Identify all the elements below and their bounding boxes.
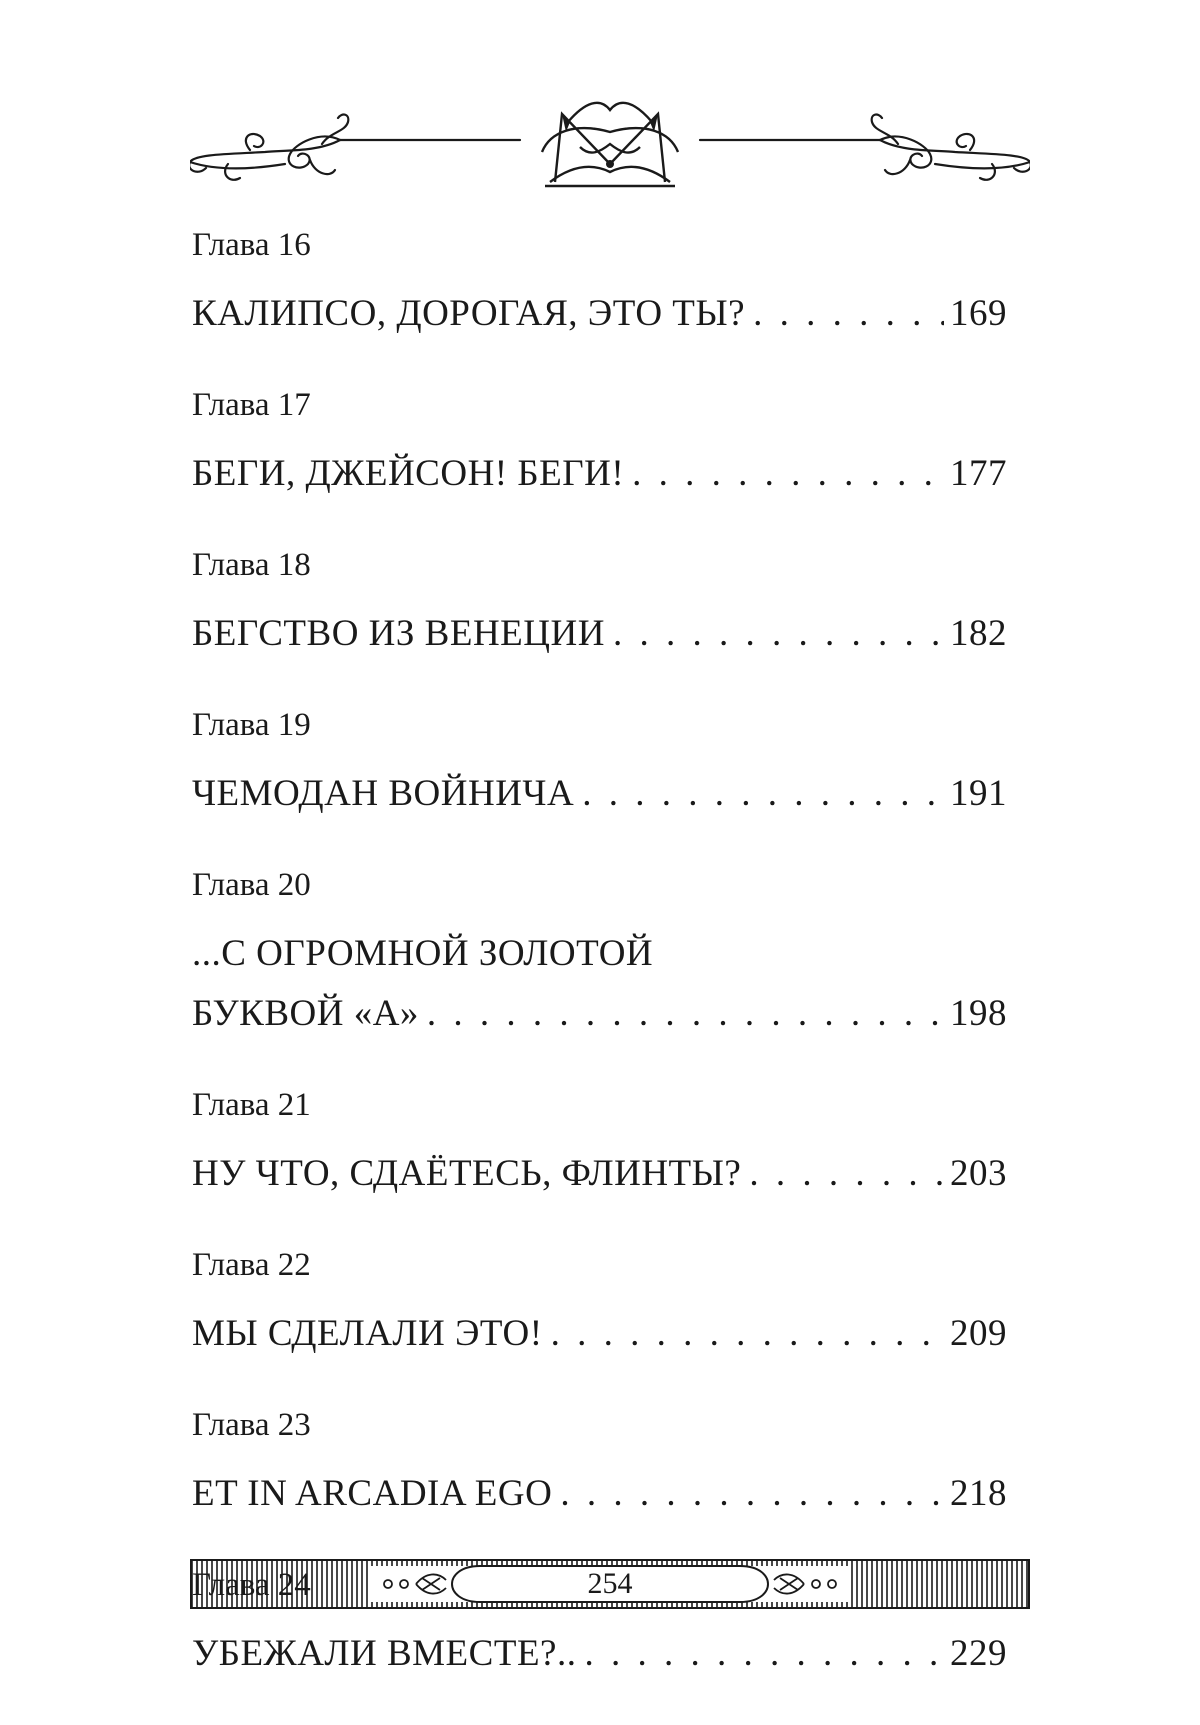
- chapter-label: Глава 18: [192, 547, 311, 583]
- chapter-title: КАЛИПСО, ДОРОГАЯ, ЭТО ТЫ?: [192, 293, 746, 334]
- chapter-label: Глава 19: [192, 707, 311, 743]
- chapter-label: Глава 22: [192, 1247, 311, 1283]
- chapter-title-line: [192, 1471, 1007, 1517]
- chapter-title: НУ ЧТО, СДАЁТЕСЬ, ФЛИНТЫ?: [192, 1153, 742, 1194]
- chapter-page-number: 177: [950, 453, 1007, 494]
- chapter-page-number: 198: [950, 993, 1007, 1034]
- toc-entry[interactable]: [192, 865, 1007, 1037]
- dot-leader: [551, 1311, 944, 1357]
- chapter-title: БЕГСТВО ИЗ ВЕНЕЦИИ: [192, 613, 605, 654]
- chapter-label: Глава 20: [192, 867, 311, 903]
- chapter-title: МЫ СДЕЛАЛИ ЭТО!: [192, 1313, 543, 1354]
- chapter-label: Глава 17: [192, 387, 311, 423]
- chapter-title-continued: БУКВОЙ «А»: [192, 993, 419, 1034]
- toc-entry[interactable]: [192, 1405, 1007, 1517]
- dot-leader: [560, 1471, 944, 1517]
- toc-entry[interactable]: [192, 545, 1007, 657]
- toc-entry[interactable]: [192, 385, 1007, 497]
- toc-entry[interactable]: [192, 225, 1007, 337]
- dot-leader: [584, 1631, 944, 1677]
- toc-entry[interactable]: [192, 1245, 1007, 1357]
- chapter-title-line: [192, 451, 1007, 497]
- chapter-title: УБЕЖАЛИ ВМЕСТЕ?..: [192, 1633, 577, 1674]
- chapter-page-number: 191: [950, 773, 1007, 814]
- chapter-title-line: [192, 1311, 1007, 1357]
- chapter-title-line: [192, 1151, 1007, 1197]
- toc-entry[interactable]: [192, 705, 1007, 817]
- chapter-title-line: [192, 611, 1007, 657]
- chapter-label: Глава 21: [192, 1087, 311, 1123]
- chapter-label: Глава 23: [192, 1407, 311, 1443]
- chapter-title-line: [192, 771, 1007, 817]
- chapter-page-number: 218: [950, 1473, 1007, 1514]
- chapter-page-number: 209: [950, 1313, 1007, 1354]
- dot-leader: [749, 1151, 944, 1197]
- chapter-title: БЕГИ, ДЖЕЙСОН! БЕГИ!: [192, 453, 625, 494]
- dot-leader: [753, 291, 944, 337]
- chapter-page-number: 229: [950, 1633, 1007, 1674]
- chapter-title: ET IN ARCADIA EGO: [192, 1473, 553, 1514]
- chapter-title-line: [192, 1631, 1007, 1677]
- table-of-contents: [192, 225, 1007, 1725]
- chapter-page-number: 182: [950, 613, 1007, 654]
- dot-leader: [582, 771, 944, 817]
- chapter-title-line: [192, 291, 1007, 337]
- dot-leader: [632, 451, 944, 497]
- page-number: 254: [587, 1567, 633, 1600]
- chapter-page-number: 169: [950, 293, 1007, 334]
- monogram-ornament-icon: [190, 92, 1030, 202]
- page-footer: [190, 1558, 1030, 1610]
- dot-leader: [613, 611, 944, 657]
- chapter-title: ЧЕМОДАН ВОЙНИЧА: [192, 773, 575, 814]
- chapter-label: Глава 16: [192, 227, 311, 263]
- chapter-title-line: [192, 931, 1007, 977]
- dot-leader: [427, 991, 944, 1037]
- chapter-title-line: [192, 991, 1007, 1037]
- chapter-page-number: 203: [950, 1153, 1007, 1194]
- chapter-title: ...С ОГРОМНОЙ ЗОЛОТОЙ: [192, 933, 654, 974]
- toc-entry[interactable]: [192, 1085, 1007, 1197]
